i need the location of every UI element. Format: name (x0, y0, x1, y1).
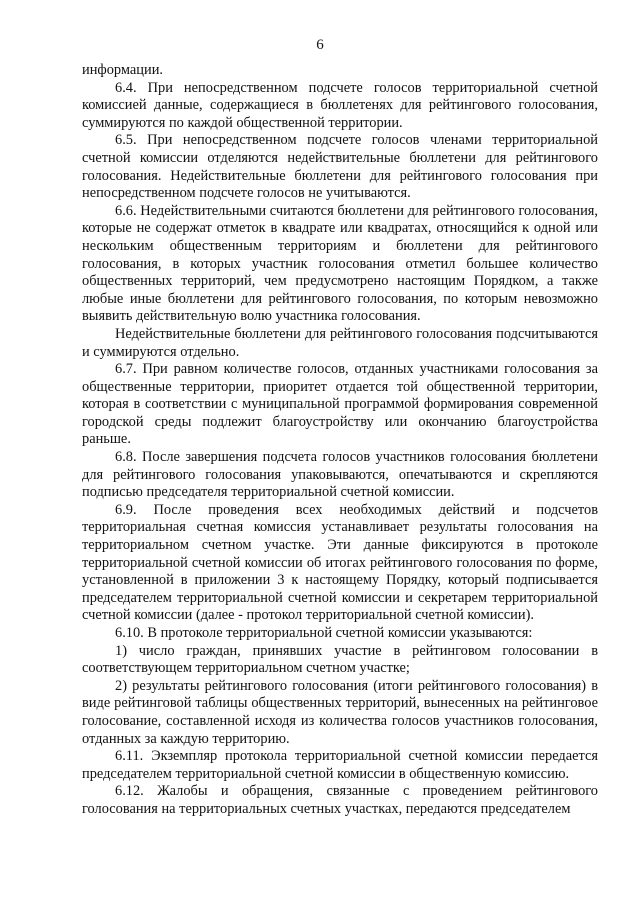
paragraph-6-6-invalid-ballots: Недействительные бюллетени для рейтингового голосования подсчитываются и суммируются отдельно. (82, 325, 598, 360)
paragraph-6-10-item-1: 1) число граждан, принявших участие в рейтинговом голосовании в соответствующем территориальном счетном участке; (82, 642, 598, 677)
paragraph-6-10: 6.10. В протоколе территориальной счетной комиссии указываются: (115, 625, 533, 641)
page-number: 6 (316, 37, 324, 53)
document-body (82, 62, 598, 819)
paragraph-6-8: 6.8. После завершения подсчета голосов участников голосования бюллетени для рейтингового голосования упаковываются, опечатываются и скрепляются подписью председателя территориальной счетной комиссии. (82, 449, 598, 501)
paragraph-6-9: 6.9. После проведения всех необходимых действий и подсчетов территориальная счетная комиссия устанавливает результаты голосования на территориальном счетном участке. Эти данные фиксируются в протоколе территориальной счетной комиссии об итогах рейтингового голосования по форме, установленной в приложении 3 к настоящему Порядку, который подписывается председателем территориальной счетной комиссии и секретарем территориальной счетной комиссии (далее - протокол территориальной счетной комиссии). (82, 501, 598, 624)
paragraph-continuation: информации. (82, 62, 163, 78)
paragraph-6-7: 6.7. При равном количестве голосов, отданных участниками голосования за общественные территории, приоритет отдается той общественной территории, которая в соответствии с муниципальной программой формирования современной городской среды подлежит благоустройству или окончанию благоустройства раньше. (82, 361, 598, 448)
paragraph-6-5: 6.5. При непосредственном подсчете голосов членами территориальной счетной комиссии отделяются недействительные бюллетени для рейтингового голосования. Недействительные бюллетени для рейтингового голосования при непосредственном подсчете голосов не учитываются. (82, 132, 598, 202)
paragraph-6-4: 6.4. При непосредственном подсчете голосов территориальной счетной комиссией данные, содержащиеся в бюллетенях для рейтингового голосования, суммируются по каждой общественной территории. (82, 79, 598, 131)
paragraph-6-10-item-2: 2) результаты рейтингового голосования (итоги рейтингового голосования) в виде рейтинговой таблицы общественных территорий, вынесенных на рейтинговое голосование, составленной исходя из количества голосов участников голосования, отданных за каждую территорию. (82, 677, 598, 747)
paragraph-6-6: 6.6. Недействительными считаются бюллетени для рейтингового голосования, которые не содержат отметок в квадрате или квадратах, относящийся к одной или нескольким общественным территориям и бюллетени для рейтингового голосования, в которых участник голосования отметил большее количество общественных территорий, чем предусмотрено настоящим Порядком, а также любые иные бюллетени для рейтингового голосования, по которым невозможно выявить действительную волю участника голосования. (82, 202, 598, 325)
paragraph-6-12: 6.12. Жалобы и обращения, связанные с проведением рейтингового голосования на территориальных счетных участках, передаются председателем (82, 783, 598, 817)
paragraph-6-11: 6.11. Экземпляр протокола территориальной счетной комиссии передается председателем территориальной счетной комиссии в общественную комиссию. (82, 748, 598, 782)
